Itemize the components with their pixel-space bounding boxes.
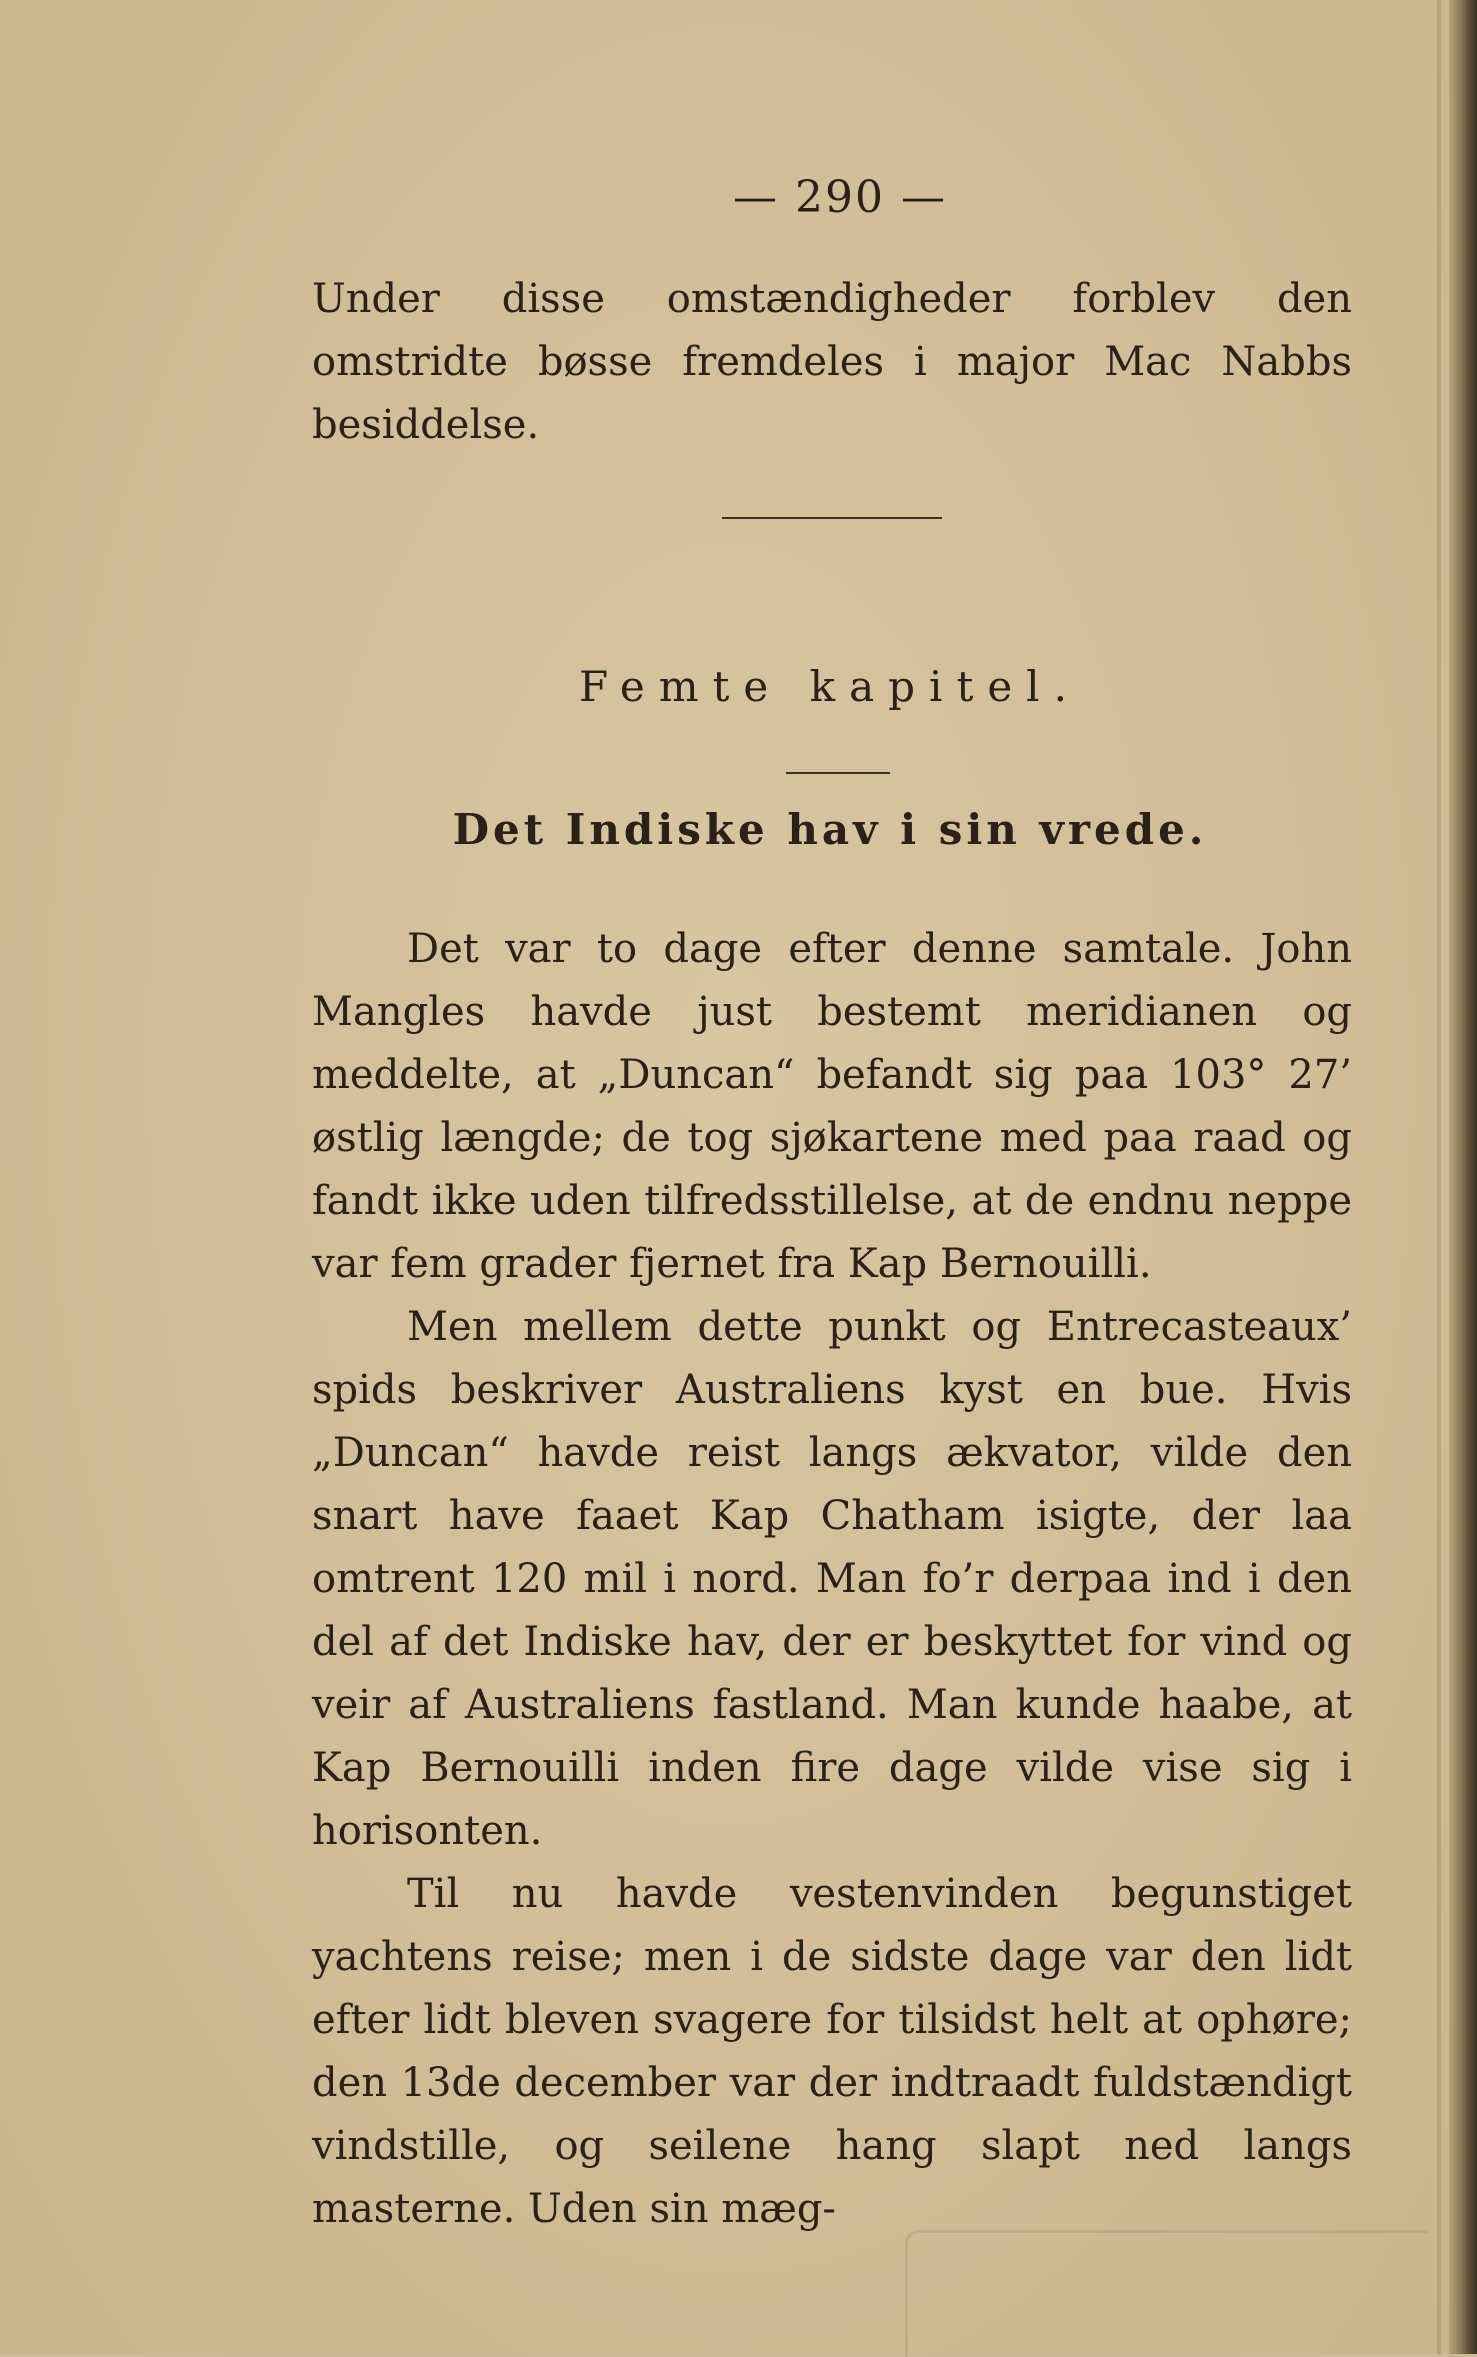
chapter-label: Femte kapitel. [579,662,1081,711]
page-number: — 290 — [733,172,947,223]
top-paragraph: Under disse omstændigheder forblev den omstridte bøsse fremdeles i major Mac Nabbs besiddelse. [312,276,1352,448]
chapter-divider [786,772,890,774]
body-paragraph: Til nu havde vestenvinden begunstiget yachtens reise; men i de sidste dage var den lidt efter lidt bleven svagere for tilsidst helt at ophøre; den 13de december var der indtraadt fuldstændigt vindstille, og seilene hang slapt ned langs masterne. Uden sin mæg- [312,1871,1352,2232]
body-paragraph: Det var to dage efter denne samtale. John Mangles havde just bestemt meridianen og meddelte, at „Duncan“ befandt sig paa 103° 27’ østlig længde; de tog sjøkartene med paa raad og fandt ikke uden tilfredsstillelse, at de endnu neppe var fem grader fjernet fra Kap Bernouilli. [312,926,1352,1287]
book-spine-edge [1449,0,1477,2354]
page-edge-line [1437,0,1441,2354]
top-paragraph-block [312,268,1352,457]
section-divider [722,517,942,519]
page-stain [905,2230,1428,2357]
chapter-body [312,918,1352,2241]
body-paragraph: Men mellem dette punkt og Entrecasteaux’ spids beskriver Australiens kyst en bue. Hvis „Duncan“ havde reist langs ækvator, vilde den snart have faaet Kap Chatham isigte, der laa omtrent 120 mil i nord. Man fo’r derpaa ind i den del af det Indiske hav, der er beskyttet for vind og veir af Australiens fastland. Man kunde haabe, at Kap Bernouilli inden fire dage vilde vise sig i horisonten. [312,1304,1352,1854]
chapter-title: Det Indiske hav i sin vrede. [452,805,1208,854]
